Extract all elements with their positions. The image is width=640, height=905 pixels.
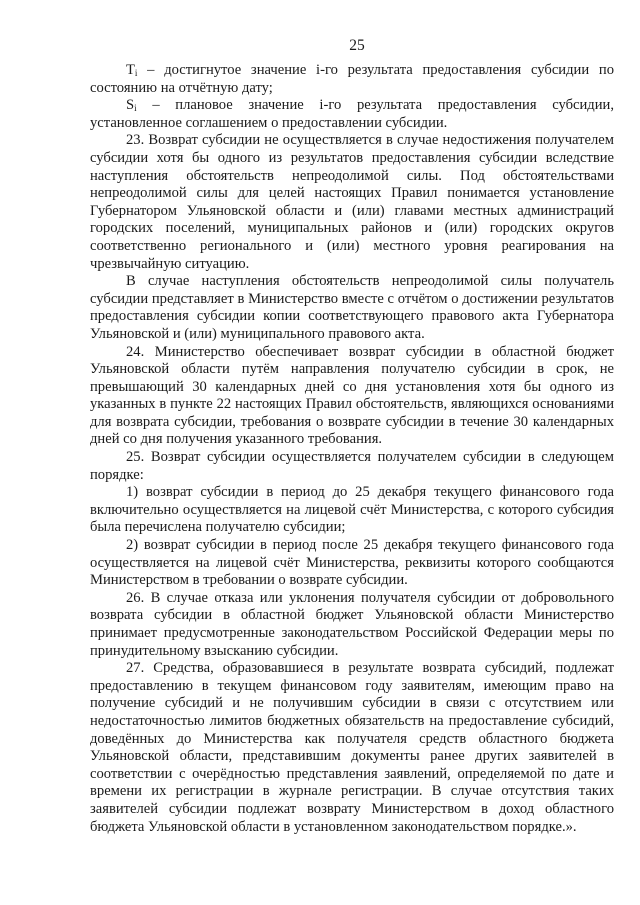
definition-text: – плановое значение i-го результата предоставления субсидии, установленное соглашением о предоставлении субсидии. bbox=[90, 97, 614, 131]
paragraph-25: 25. Возврат субсидии осуществляется получателем субсидии в следующем порядке: bbox=[90, 449, 614, 483]
paragraph-26: 26. В случае отказа или уклонения получателя субсидии от добровольного возврата субсидии в областной бюджет Ульяновской области Министерство принимает предусмотренные законодательством Российской Федерации меры по принудительному взысканию субсидии. bbox=[90, 589, 614, 659]
definition-text: – достигнутое значение i-го результата предоставления субсидии по состоянию на отчётную дату; bbox=[90, 62, 614, 96]
page-number: 25 bbox=[349, 37, 365, 54]
paragraph-25-item-2: 2) возврат субсидии в период после 25 декабря текущего финансового года осуществляется на лицевой счёт Министерства, реквизиты которого сообщаются Министерством в требовании о возврате субсидии. bbox=[90, 537, 614, 589]
paragraph-24: 24. Министерство обеспечивает возврат субсидии в областной бюджет Ульяновской области путём направления получателю субсидии в срок, не превышающий 30 календарных дней со дня установления хотя бы одного из указанных в пункте 22 настоящих Правил обстоятельств, являющихся основаниями для возврата субсидии, требования о возврате субсидии в течение 30 календарных дней со дня получения указанного требования. bbox=[90, 343, 614, 448]
paragraph-27: 27. Средства, образовавшиеся в результате возврата субсидий, подлежат предоставлению в текущем финансовом году заявителям, имеющим право на получение субсидий и не получившим субсидии в связи с отсутствием или недостаточностью лимитов бюджетных обязательств на предоставление субсидий, доведённых до Министерства как получателя средств областного бюджета Ульяновской области, представившим документы ранее других заявителей в соответствии с очерёдностью представления заявлений, определяемой по дате и времени их регистрации в журнале регистрации. В случае отсутствия таких заявителей субсидии подлежат возврату Министерством в доход областного бюджета Ульяновской области в установленном законодательством порядке.». bbox=[90, 660, 614, 835]
variable-subscript: i bbox=[134, 103, 137, 114]
paragraph-25-item-1: 1) возврат субсидии в период до 25 декабря текущего финансового года включительно осуществляется на лицевой счёт Министерства, с которого субсидия была перечислена получателю субсидии; bbox=[90, 484, 614, 536]
variable-subscript: i bbox=[134, 68, 138, 78]
paragraph-23: 23. Возврат субсидии не осуществляется в случае недостижения получателем субсидии хотя бы одного из результатов предоставления субсидии вследствие наступления обстоятельств непреодолимой силы. Под обстоятельствами непреодолимой силы для целей настоящих Правил понимается установление Губернатором Ульяновской области и (или) главами местных администраций городских поселений, муниципальных районов и (или) городских округов соответственно регионального и (или) местного уровня реагирования на чрезвычайную ситуацию. bbox=[90, 132, 614, 272]
variable-symbol: S bbox=[126, 97, 135, 114]
paragraph-ti-definition bbox=[90, 62, 614, 97]
paragraph-23-force-majeure: В случае наступления обстоятельств непреодолимой силы получатель субсидии представляет в Министерство вместе с отчётом о достижении результатов предоставления субсидии копии соответствующего правового акта Губернатора Ульяновской и (или) муниципального правового акта. bbox=[90, 273, 614, 342]
paragraph-si-definition bbox=[90, 97, 614, 132]
variable-symbol: T bbox=[126, 62, 135, 78]
